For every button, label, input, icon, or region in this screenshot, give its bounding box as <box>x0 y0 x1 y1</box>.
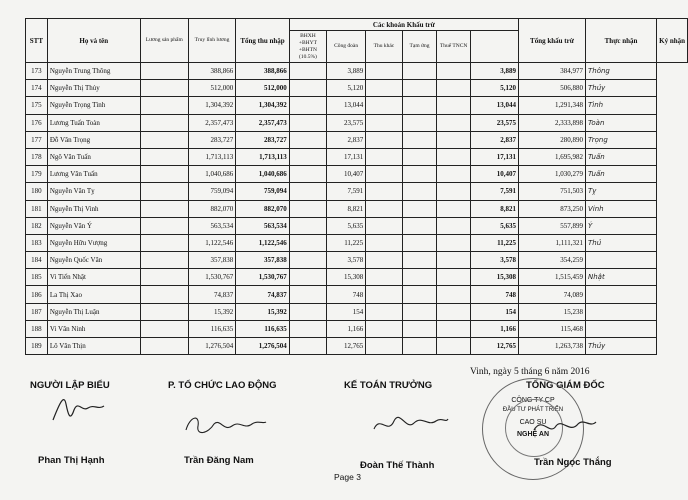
cell-empty <box>366 114 402 131</box>
cell-net: 1,291,348 <box>518 97 585 114</box>
cell-deduct: 1,166 <box>470 320 518 337</box>
cell-empty <box>366 63 402 80</box>
header-base-salary: Lương sản phẩm <box>140 19 188 63</box>
cell-union: 748 <box>327 286 366 303</box>
table-row <box>26 269 688 286</box>
cell-prorated: 1,530,767 <box>188 269 235 286</box>
cell-empty <box>140 183 188 200</box>
cell-prorated: 1,040,686 <box>188 166 235 183</box>
cell-empty <box>437 114 471 131</box>
cell-net: 1,695,982 <box>518 148 585 165</box>
cell-empty <box>437 269 471 286</box>
cell-total: 1,304,392 <box>236 97 290 114</box>
cell-name: Nguyễn Văn Tỵ <box>47 183 140 200</box>
cell-empty <box>289 114 326 131</box>
cell-name: Ngô Văn Tuấn <box>47 148 140 165</box>
cell-net: 280,890 <box>518 131 585 148</box>
cell-name: Vi Văn Ninh <box>47 320 140 337</box>
cell-empty <box>366 148 402 165</box>
cell-deduct: 5,635 <box>470 217 518 234</box>
cell-sign: Tỵ <box>585 183 656 200</box>
header-net: Thực nhận <box>585 19 656 63</box>
cell-sign <box>585 303 656 320</box>
cell-empty <box>366 269 402 286</box>
cell-empty <box>366 303 402 320</box>
cell-empty <box>437 286 471 303</box>
cell-stt: 185 <box>26 269 48 286</box>
cell-sign: Thủy <box>585 338 656 355</box>
cell-empty <box>402 80 437 97</box>
cell-empty <box>402 200 437 217</box>
cell-sign <box>585 252 656 269</box>
cell-empty <box>140 252 188 269</box>
cell-prorated: 74,837 <box>188 286 235 303</box>
cell-empty <box>289 303 326 320</box>
cell-empty <box>289 97 326 114</box>
table-row <box>26 338 688 355</box>
cell-empty <box>366 217 402 234</box>
cell-empty <box>289 80 326 97</box>
cell-deduct: 3,889 <box>470 63 518 80</box>
seal-line-3: CAO SU <box>519 419 547 426</box>
header-total-deduction: Tổng khấu trừ <box>518 19 585 63</box>
cell-empty <box>366 183 402 200</box>
cell-empty <box>437 97 471 114</box>
cell-total: 74,837 <box>236 286 290 303</box>
cell-prorated: 388,866 <box>188 63 235 80</box>
cell-union: 12,765 <box>327 338 366 355</box>
cell-name: Nguyễn Thị Thủy <box>47 80 140 97</box>
cell-empty <box>289 252 326 269</box>
cell-total: 15,392 <box>236 303 290 320</box>
cell-sign: Thông <box>585 63 656 80</box>
cell-prorated: 563,534 <box>188 217 235 234</box>
cell-empty <box>402 234 437 251</box>
cell-net: 506,880 <box>518 80 585 97</box>
table-row <box>26 200 688 217</box>
cell-sign: Nhật <box>585 269 656 286</box>
signature-director <box>530 412 600 442</box>
cell-net: 557,899 <box>518 217 585 234</box>
cell-total: 512,000 <box>236 80 290 97</box>
cell-empty <box>140 200 188 217</box>
cell-empty <box>402 320 437 337</box>
signature-preparer <box>48 392 108 432</box>
page-number: Page 3 <box>334 472 361 482</box>
cell-total: 388,866 <box>236 63 290 80</box>
cell-name: Nguyễn Quốc Văn <box>47 252 140 269</box>
cell-union: 13,044 <box>327 97 366 114</box>
cell-total: 2,357,473 <box>236 114 290 131</box>
cell-empty <box>402 303 437 320</box>
cell-empty <box>366 80 402 97</box>
table-row <box>26 234 688 251</box>
cell-prorated: 116,635 <box>188 320 235 337</box>
cell-empty <box>437 148 471 165</box>
cell-stt: 181 <box>26 200 48 217</box>
cell-deduct: 2,837 <box>470 131 518 148</box>
cell-empty <box>140 166 188 183</box>
name-director: Trần Ngọc Thắng <box>534 457 612 468</box>
seal-line-4: NGHỆ AN <box>516 431 550 438</box>
table-row <box>26 183 688 200</box>
cell-union: 23,575 <box>327 114 366 131</box>
table-row <box>26 320 688 337</box>
cell-empty <box>289 148 326 165</box>
cell-empty <box>140 338 188 355</box>
cell-stt: 187 <box>26 303 48 320</box>
cell-name: Đỗ Văn Trọng <box>47 131 140 148</box>
table-row <box>26 286 688 303</box>
cell-stt: 183 <box>26 234 48 251</box>
cell-sign: Trọng <box>585 131 656 148</box>
cell-empty <box>140 131 188 148</box>
cell-stt: 175 <box>26 97 48 114</box>
cell-total: 1,713,113 <box>236 148 290 165</box>
cell-empty <box>140 148 188 165</box>
cell-empty <box>402 286 437 303</box>
cell-net: 115,468 <box>518 320 585 337</box>
cell-empty <box>140 97 188 114</box>
cell-empty <box>140 286 188 303</box>
cell-name: Nguyễn Văn Ý <box>47 217 140 234</box>
cell-name: Lương Tuấn Toàn <box>47 114 140 131</box>
cell-net: 74,089 <box>518 286 585 303</box>
cell-total: 759,094 <box>236 183 290 200</box>
cell-empty <box>402 269 437 286</box>
cell-union: 15,308 <box>327 269 366 286</box>
cell-stt: 188 <box>26 320 48 337</box>
header-advance: Tạm ứng <box>402 31 437 63</box>
cell-empty <box>366 252 402 269</box>
cell-prorated: 512,000 <box>188 80 235 97</box>
cell-empty <box>140 114 188 131</box>
cell-stt: 182 <box>26 217 48 234</box>
cell-empty <box>366 286 402 303</box>
cell-deduct: 12,765 <box>470 338 518 355</box>
header-sign: Ký nhận <box>657 19 688 63</box>
table-row <box>26 63 688 80</box>
cell-empty <box>402 166 437 183</box>
cell-empty <box>437 80 471 97</box>
cell-stt: 174 <box>26 80 48 97</box>
cell-empty <box>366 97 402 114</box>
cell-total: 1,122,546 <box>236 234 290 251</box>
cell-sign: Vinh <box>585 200 656 217</box>
cell-stt: 189 <box>26 338 48 355</box>
cell-empty <box>437 183 471 200</box>
cell-prorated: 357,838 <box>188 252 235 269</box>
cell-deduct: 5,120 <box>470 80 518 97</box>
cell-stt: 177 <box>26 131 48 148</box>
cell-union: 5,120 <box>327 80 366 97</box>
cell-union: 2,837 <box>327 131 366 148</box>
cell-name: Nguyễn Thị Luận <box>47 303 140 320</box>
cell-prorated: 1,122,546 <box>188 234 235 251</box>
cell-empty <box>140 303 188 320</box>
role-labor-dept: P. TỔ CHỨC LAO ĐỘNG <box>168 380 277 391</box>
cell-name: Vi Tiến Nhật <box>47 269 140 286</box>
cell-net: 1,030,279 <box>518 166 585 183</box>
cell-empty <box>366 320 402 337</box>
cell-deduct: 7,591 <box>470 183 518 200</box>
cell-empty <box>289 286 326 303</box>
cell-empty <box>402 131 437 148</box>
seal-line-2: ĐẦU TƯ PHÁT TRIỂN <box>502 407 564 413</box>
cell-prorated: 1,276,504 <box>188 338 235 355</box>
header-deductions-group: Các khoản Khấu trừ <box>289 19 518 31</box>
cell-empty <box>437 252 471 269</box>
cell-empty <box>289 63 326 80</box>
cell-union: 1,166 <box>327 320 366 337</box>
cell-empty <box>140 269 188 286</box>
cell-total: 1,530,767 <box>236 269 290 286</box>
cell-empty <box>402 63 437 80</box>
cell-name: Lô Văn Thịn <box>47 338 140 355</box>
cell-net: 354,259 <box>518 252 585 269</box>
cell-empty <box>366 338 402 355</box>
cell-deduct: 10,407 <box>470 166 518 183</box>
cell-empty <box>366 234 402 251</box>
cell-deduct: 154 <box>470 303 518 320</box>
cell-sign: Thủy <box>585 80 656 97</box>
header-union: Công đoàn <box>327 31 366 63</box>
cell-sign: Toàn <box>585 114 656 131</box>
cell-empty <box>437 63 471 80</box>
signature-labor-dept <box>180 410 270 440</box>
cell-empty <box>140 320 188 337</box>
table-row <box>26 252 688 269</box>
cell-name: Lương Văn Tuấn <box>47 166 140 183</box>
cell-sign: Ý <box>585 217 656 234</box>
cell-deduct: 11,225 <box>470 234 518 251</box>
cell-sign <box>585 320 656 337</box>
cell-union: 8,821 <box>327 200 366 217</box>
cell-empty <box>140 217 188 234</box>
cell-deduct: 3,578 <box>470 252 518 269</box>
cell-stt: 184 <box>26 252 48 269</box>
cell-empty <box>366 131 402 148</box>
cell-sign: Tuấn <box>585 166 656 183</box>
cell-empty <box>437 303 471 320</box>
cell-name: Nguyễn Thị Vinh <box>47 200 140 217</box>
cell-empty <box>140 234 188 251</box>
cell-deduct: 15,308 <box>470 269 518 286</box>
table-row <box>26 166 688 183</box>
cell-empty <box>140 80 188 97</box>
cell-deduct: 748 <box>470 286 518 303</box>
cell-empty <box>289 166 326 183</box>
name-preparer: Phan Thị Hạnh <box>38 455 105 466</box>
role-director: TỔNG GIÁM ĐỐC <box>526 380 605 391</box>
table-row <box>26 148 688 165</box>
cell-union: 10,407 <box>327 166 366 183</box>
cell-empty <box>437 131 471 148</box>
cell-prorated: 759,094 <box>188 183 235 200</box>
cell-prorated: 882,070 <box>188 200 235 217</box>
cell-empty <box>402 217 437 234</box>
cell-union: 17,131 <box>327 148 366 165</box>
cell-empty <box>289 183 326 200</box>
cell-name: Nguyễn Trung Thông <box>47 63 140 80</box>
cell-sign: Tình <box>585 97 656 114</box>
cell-net: 1,263,738 <box>518 338 585 355</box>
cell-name: Nguyễn Trọng Tình <box>47 97 140 114</box>
cell-total: 1,276,504 <box>236 338 290 355</box>
cell-total: 116,635 <box>236 320 290 337</box>
cell-stt: 176 <box>26 114 48 131</box>
payroll-table <box>25 18 688 355</box>
cell-empty <box>140 63 188 80</box>
signature-chief-accountant <box>370 405 450 440</box>
role-chief-accountant: KẾ TOÁN TRƯỞNG <box>344 380 433 391</box>
cell-empty <box>437 320 471 337</box>
header-pit: Thuế TNCN <box>437 31 471 63</box>
cell-prorated: 1,713,113 <box>188 148 235 165</box>
cell-net: 15,238 <box>518 303 585 320</box>
cell-empty <box>289 269 326 286</box>
cell-prorated: 1,304,392 <box>188 97 235 114</box>
cell-name: La Thị Xao <box>47 286 140 303</box>
cell-empty <box>289 200 326 217</box>
cell-net: 1,111,321 <box>518 234 585 251</box>
cell-stt: 173 <box>26 63 48 80</box>
cell-deduct: 8,821 <box>470 200 518 217</box>
cell-empty <box>402 97 437 114</box>
sign-date: Vinh, ngày 5 tháng 6 năm 2016 <box>470 367 590 377</box>
cell-empty <box>289 217 326 234</box>
seal-line-1: CÔNG TY CP <box>511 397 555 404</box>
cell-sign: Tuấn <box>585 148 656 165</box>
cell-empty <box>289 234 326 251</box>
cell-empty <box>402 183 437 200</box>
cell-total: 882,070 <box>236 200 290 217</box>
cell-stt: 186 <box>26 286 48 303</box>
cell-deduct: 17,131 <box>470 148 518 165</box>
cell-union: 11,225 <box>327 234 366 251</box>
header-prorated: Truy lĩnh lương <box>188 19 235 63</box>
cell-total: 357,838 <box>236 252 290 269</box>
cell-empty <box>437 217 471 234</box>
cell-net: 2,333,898 <box>518 114 585 131</box>
cell-sign: Thủ <box>585 234 656 251</box>
cell-total: 563,534 <box>236 217 290 234</box>
cell-prorated: 2,357,473 <box>188 114 235 131</box>
cell-empty <box>437 338 471 355</box>
cell-stt: 178 <box>26 148 48 165</box>
cell-empty <box>402 114 437 131</box>
table-row <box>26 114 688 131</box>
cell-empty <box>437 166 471 183</box>
cell-empty <box>402 338 437 355</box>
header-insurance: BHXH +BHYT +BHTN (10.5%) <box>289 31 326 63</box>
cell-empty <box>289 131 326 148</box>
cell-union: 3,889 <box>327 63 366 80</box>
cell-net: 384,977 <box>518 63 585 80</box>
table-row <box>26 217 688 234</box>
cell-empty <box>402 148 437 165</box>
header-stt: STT <box>26 19 48 63</box>
header-total-income: Tổng thu nhập <box>236 19 290 63</box>
cell-union: 5,635 <box>327 217 366 234</box>
cell-prorated: 283,727 <box>188 131 235 148</box>
cell-stt: 180 <box>26 183 48 200</box>
cell-deduct: 13,044 <box>470 97 518 114</box>
cell-sign <box>585 286 656 303</box>
cell-prorated: 15,392 <box>188 303 235 320</box>
table-row <box>26 97 688 114</box>
cell-empty <box>402 252 437 269</box>
name-labor-dept: Trần Đăng Nam <box>184 455 254 466</box>
header-name: Họ và tên <box>47 19 140 63</box>
cell-total: 283,727 <box>236 131 290 148</box>
cell-empty <box>366 166 402 183</box>
cell-net: 1,515,459 <box>518 269 585 286</box>
header-other: Thu khác <box>366 31 402 63</box>
table-row <box>26 131 688 148</box>
name-chief-accountant: Đoàn Thế Thành <box>360 460 435 471</box>
payroll-rows <box>26 63 688 355</box>
cell-empty <box>289 320 326 337</box>
cell-empty <box>289 338 326 355</box>
cell-net: 873,250 <box>518 200 585 217</box>
cell-union: 3,578 <box>327 252 366 269</box>
cell-empty <box>437 234 471 251</box>
cell-total: 1,040,686 <box>236 166 290 183</box>
cell-net: 751,503 <box>518 183 585 200</box>
cell-stt: 179 <box>26 166 48 183</box>
cell-deduct: 23,575 <box>470 114 518 131</box>
cell-empty <box>366 200 402 217</box>
table-row <box>26 303 688 320</box>
cell-empty <box>437 200 471 217</box>
cell-name: Nguyễn Hữu Vượng <box>47 234 140 251</box>
cell-union: 154 <box>327 303 366 320</box>
table-row <box>26 80 688 97</box>
role-preparer: NGƯỜI LẬP BIỂU <box>30 380 110 391</box>
cell-union: 7,591 <box>327 183 366 200</box>
